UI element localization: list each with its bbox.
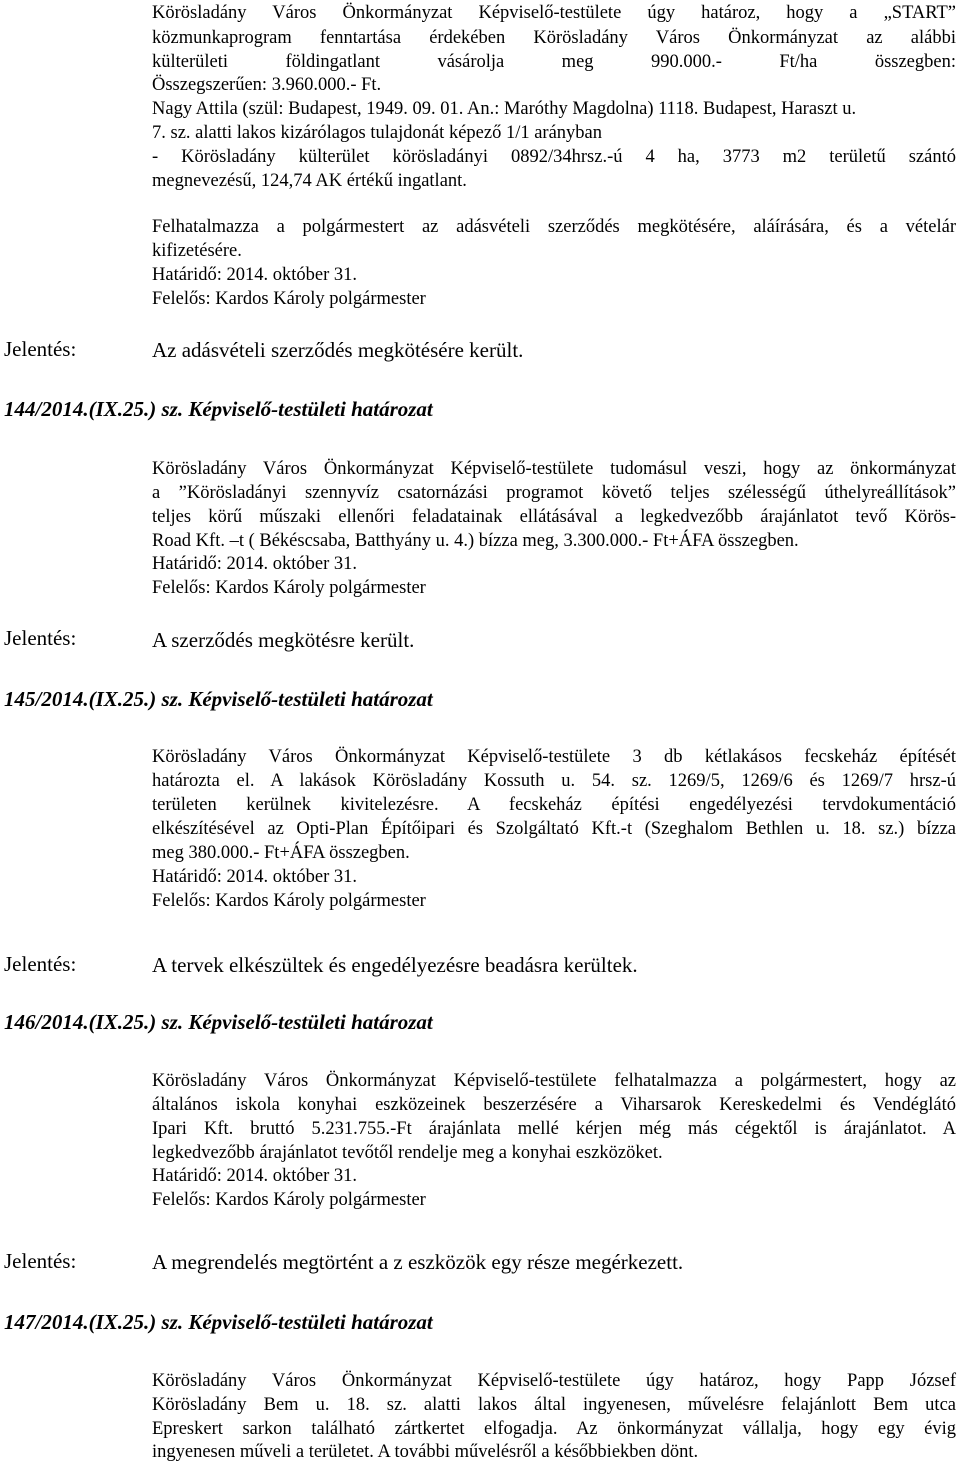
deadline-text: Határidő: 2014. október 31.	[152, 554, 357, 574]
responsible-text: Felelős: Kardos Károly polgármester	[152, 578, 426, 598]
resolution-line: Epreskert sarkon található zártkertet elfogadja. Az önkormányzat vállalja, hogy egy évig	[152, 1419, 956, 1439]
resolution-line: Körösladány Város Önkormányzat Képviselő-testülete úgy határoz, hogy Papp József	[152, 1371, 956, 1391]
deadline-text: Határidő: 2014. október 31.	[152, 867, 357, 887]
resolution-heading	[4, 686, 433, 712]
resolution-line: Road Kft. –t ( Békéscsaba, Batthyány u. 4.) bízza meg, 3.300.000.- Ft+ÁFA összegben.	[152, 531, 799, 551]
resolution-line: általános iskola konyhai eszközeinek beszerzésére a Viharsarok Kereskedelmi és Vendéglátó	[152, 1095, 956, 1115]
report-label: Jelentés:	[4, 1249, 77, 1273]
intro-line: Felhatalmazza a polgármestert az adásvételi szerződés megkötésére, aláírására, és a vételár	[152, 217, 956, 237]
resolution-number: 144/2014.(IX.25.) sz.	[4, 397, 184, 421]
report-label: Jelentés:	[4, 626, 77, 650]
intro-line: kifizetésére.	[152, 241, 242, 261]
resolution-line: legkedvezőbb árajánlatot tevőtől rendelje meg a konyhai eszközöket.	[152, 1143, 663, 1163]
resolution-title: Képviselő-testületi határozat	[188, 687, 433, 711]
resolution-line: Ipari Kft. bruttó 5.231.755.-Ft árajánlata mellé kérjen még más cégektől is árajánlatot. A	[152, 1119, 956, 1139]
report-text: A megrendelés megtörtént a z eszközök egy része megérkezett.	[152, 1250, 684, 1274]
resolution-line: határozta el. A lakások Körösladány Kossuth u. 54. sz. 1269/5, 1269/6 és 1269/7 hrsz-ú	[152, 771, 956, 791]
intro-line: Nagy Attila (szül: Budapest, 1949. 09. 01. An.: Maróthy Magdolna) 1118. Budapest, Haraszt u.	[152, 99, 857, 119]
resolution-line: teljes körű műszaki ellenőri feladatainak ellátásával a legkedvezőbb árajánlatot tevő Körös-	[152, 507, 956, 527]
resolution-line: meg 380.000.- Ft+ÁFA összegben.	[152, 843, 410, 863]
resolution-line: a ”Körösladányi szennyvíz csatornázási programot követő teljes szélességű úthelyreállítások”	[152, 483, 956, 503]
resolution-line: elkészítésével az Opti-Plan Építőipari és Szolgáltató Kft.-t (Szeghalom Bethlen u. 18. sz.) bízza	[152, 819, 956, 839]
resolution-number: 145/2014.(IX.25.) sz.	[4, 687, 184, 711]
report-label: Jelentés:	[4, 337, 77, 361]
resolution-line: ingyenesen műveli a területet. A további művelésről a későbbiekben dönt.	[152, 1442, 699, 1462]
responsible-text: Felelős: Kardos Károly polgármester	[152, 289, 426, 309]
resolution-heading	[4, 1009, 433, 1035]
report-text: A szerződés megkötésre került.	[152, 628, 415, 652]
intro-line: közmunkaprogram fenntartása érdekében Körösladány Város Önkormányzat az alábbi	[152, 28, 956, 48]
intro-line: Körösladány Város Önkormányzat Képviselő-testülete úgy határoz, hogy a „START”	[152, 3, 956, 23]
intro-line: - Körösladány külterület körösladányi 0892/34hrsz.-ú 4 ha, 3773 m2 területű szántó	[152, 147, 956, 167]
resolution-title: Képviselő-testületi határozat	[188, 1010, 433, 1034]
report-label: Jelentés:	[4, 952, 77, 976]
resolution-line: Körösladány Bem u. 18. sz. alatti lakos által ingyenesen, művelésre felajánlott Bem utca	[152, 1395, 956, 1415]
resolution-heading	[4, 1309, 433, 1335]
intro-line: 7. sz. alatti lakos kizárólagos tulajdonát képező 1/1 arányban	[152, 123, 603, 143]
deadline-text: Határidő: 2014. október 31.	[152, 1166, 357, 1186]
report-text: Az adásvételi szerződés megkötésére került.	[152, 338, 524, 362]
resolution-line: Körösladány Város Önkormányzat Képviselő-testülete felhatalmazza a polgármestert, hogy az	[152, 1071, 956, 1091]
resolution-line: Körösladány Város Önkormányzat Képviselő-testülete 3 db kétlakásos fecskeház építését	[152, 747, 956, 767]
resolution-heading	[4, 396, 433, 422]
resolution-line: Körösladány Város Önkormányzat Képviselő-testülete tudomásul veszi, hogy az önkormányzat	[152, 459, 956, 479]
responsible-text: Felelős: Kardos Károly polgármester	[152, 1190, 426, 1210]
resolution-line: területen kerülnek kivitelezésre. A fecskeház építési engedélyezési tervdokumentáció	[152, 795, 956, 815]
intro-line: Összegszerűen: 3.960.000.- Ft.	[152, 75, 382, 95]
responsible-text: Felelős: Kardos Károly polgármester	[152, 891, 426, 911]
resolution-number: 147/2014.(IX.25.) sz.	[4, 1310, 184, 1334]
intro-line: megnevezésű, 124,74 AK értékű ingatlant.	[152, 171, 467, 191]
intro-line: külterületi földingatlant vásárolja meg 990.000.- Ft/ha összegben:	[152, 52, 956, 72]
resolution-title: Képviselő-testületi határozat	[188, 397, 433, 421]
resolution-title: Képviselő-testületi határozat	[188, 1310, 433, 1334]
report-text: A tervek elkészültek és engedélyezésre beadásra kerültek.	[152, 953, 638, 977]
deadline-text: Határidő: 2014. október 31.	[152, 265, 357, 285]
resolution-number: 146/2014.(IX.25.) sz.	[4, 1010, 184, 1034]
